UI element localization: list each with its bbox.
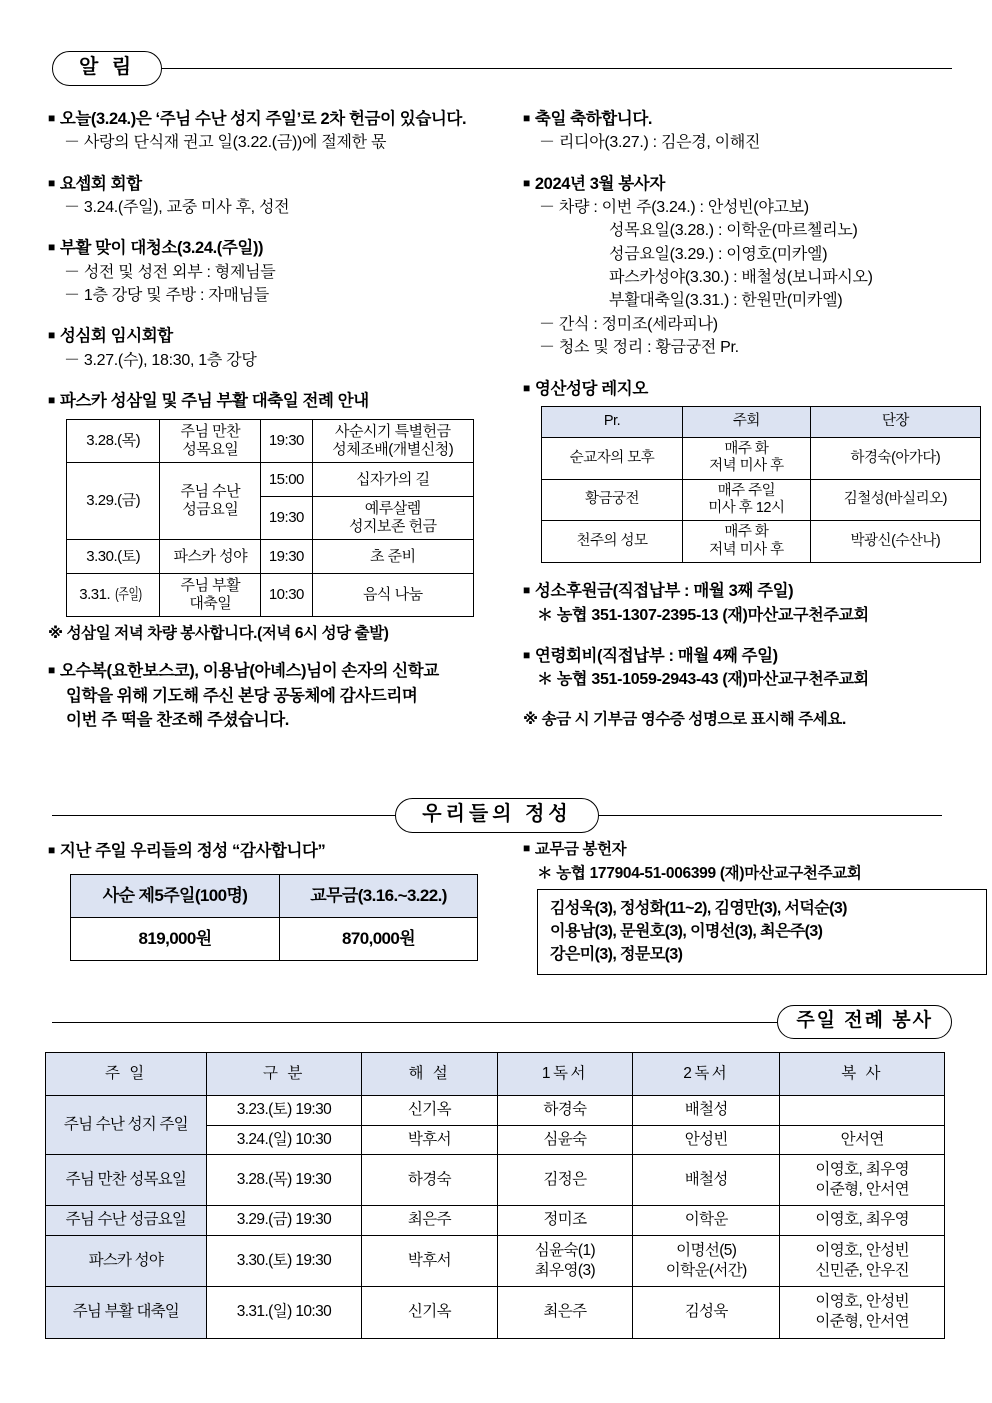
- memorial-account: ＊ 농협 351-1059-2943-43 (재)마산교구천주교회: [537, 671, 869, 689]
- table-row: [542, 521, 981, 563]
- notice-heading: ■ 축일 축하합니다.: [523, 110, 653, 128]
- column-header: 단장: [810, 406, 980, 437]
- offering-body: [48, 840, 988, 975]
- thanks-line-3: 이번 주 떡을 찬조해 주셨습니다.: [66, 710, 289, 729]
- table-row: [67, 574, 474, 617]
- liturgy-note: ※ 성삼일 저녁 차량 봉사합니다.(저녁 6시 성당 출발): [48, 625, 389, 643]
- service-when-cell: 3.23.(토) 19:30: [206, 1096, 361, 1126]
- table-row: [46, 1236, 945, 1287]
- square-bullet-icon: ■: [48, 843, 55, 857]
- service-reading2-cell: 김성욱: [633, 1287, 780, 1338]
- left-column: [48, 108, 505, 733]
- service-section-header: [52, 1002, 952, 1042]
- service-servers-cell: 이영호, 최우영: [780, 1206, 945, 1236]
- thanks-line-2: 입학을 위해 기도해 주신 본당 공동체에 감사드리며: [66, 686, 418, 705]
- column-header: 사순 제5주일(100명): [71, 875, 280, 918]
- notice-subline: － 사랑의 단식재 권고 일(3.22.(금))에 절제한 몫: [64, 134, 387, 152]
- notice-subline: － 성전 및 성전 외부 : 형제님들: [64, 263, 276, 281]
- offering-right: [523, 840, 988, 975]
- notice-subline: － 3.24.(주일), 교중 미사 후, 성전: [64, 198, 290, 216]
- service-day-cell: 파스카 성야: [46, 1236, 207, 1287]
- service-reading1-cell: 정미조: [497, 1206, 633, 1236]
- service-reading2-cell: 안성빈: [633, 1125, 780, 1155]
- service-servers-cell: [780, 1096, 945, 1126]
- service-day-cell: 주님 수난 성금요일: [46, 1206, 207, 1236]
- notice-heading: ■ 성소후원금(직접납부 : 매월 3째 주일): [523, 582, 794, 601]
- service-reading2-cell: 이명선(5) 이학운(서간): [633, 1236, 780, 1287]
- column-header: 해 설: [362, 1053, 498, 1096]
- sunday-liturgy-service-table: [45, 1052, 945, 1339]
- notice-title: 알 림: [52, 51, 162, 86]
- liturgy-name-cell: 주님 수난 성금요일: [160, 463, 261, 540]
- liturgy-time-cell: 19:30: [261, 420, 312, 463]
- liturgy-date-cell: 3.28.(목): [67, 420, 160, 463]
- legio-leader-cell: 하경숙(아가다): [810, 437, 980, 479]
- square-bullet-icon: ■: [523, 583, 530, 598]
- table-row: [67, 463, 474, 497]
- notice-item-memorial-fee: [523, 645, 988, 692]
- service-reading2-cell: 배철성: [633, 1155, 780, 1206]
- square-bullet-icon: ■: [48, 663, 55, 678]
- table-row: [46, 1096, 945, 1126]
- column-header: 2독서: [633, 1053, 780, 1096]
- liturgy-detail-cell: 초 준비: [312, 540, 473, 574]
- liturgy-name-cell: 파스카 성야: [160, 540, 261, 574]
- liturgy-name-cell: 주님 만찬 성목요일: [160, 420, 261, 463]
- donor-line: 이용남(3), 문원호(3), 이명선(3), 최은주(3): [550, 922, 823, 940]
- column-header: 복 사: [780, 1053, 945, 1096]
- service-reading1-cell: 하경숙: [497, 1096, 633, 1126]
- header-rule-left: [52, 815, 395, 816]
- liturgy-time-cell: 15:00: [261, 463, 312, 497]
- table-row: [46, 1155, 945, 1206]
- notice-heading: ■ 성심회 임시회합: [48, 327, 173, 346]
- table-row: [67, 540, 474, 574]
- donor-account: ＊ 농협 177904-51-006399 (재)마산교구천주교회: [537, 864, 862, 882]
- notice-item-thanks: [48, 660, 505, 731]
- service-servers-cell: 이영호, 안성빈 이준형, 안서연: [780, 1287, 945, 1338]
- square-bullet-icon: ■: [48, 393, 55, 408]
- service-day-cell: 주님 수난 성지 주일: [46, 1096, 207, 1155]
- service-reading1-cell: 심윤숙(1) 최우영(3): [497, 1236, 633, 1287]
- liturgy-time-cell: 19:30: [261, 497, 312, 540]
- service-day-cell: 주님 만찬 성목요일: [46, 1155, 207, 1206]
- service-reading1-cell: 김정은: [497, 1155, 633, 1206]
- volunteer-car-line: 성목요일(3.28.) : 이학운(마르첼리노): [609, 222, 858, 240]
- liturgy-date-cell: 3.31. (주일): [67, 574, 160, 617]
- legio-leader-cell: 김철성(바실리오): [810, 479, 980, 521]
- donor-heading: ■ 교무금 봉헌자: [523, 841, 627, 858]
- volunteer-car-line: 성금요일(3.29.) : 이영호(미카엘): [609, 245, 828, 263]
- notice-heading: ■ 영산성당 레지오: [523, 379, 648, 398]
- offering-heading: ■ 지난 주일 우리들의 정성 “감사합니다”: [48, 842, 326, 860]
- notice-section-header: [52, 48, 952, 88]
- service-servers-cell: 이영호, 안성빈 신민준, 안우진: [780, 1236, 945, 1287]
- service-commentator-cell: 신기옥: [362, 1096, 498, 1126]
- offering-amounts-table: [70, 874, 478, 961]
- notice-item-legio: [523, 378, 988, 400]
- square-bullet-icon: ■: [523, 647, 530, 662]
- notice-heading: ■ 2024년 3월 봉사자: [523, 174, 665, 193]
- offering-section-header: [52, 795, 942, 835]
- notice-item-sacred-heart-meeting: [48, 325, 505, 372]
- service-commentator-cell: 박후서: [362, 1125, 498, 1155]
- remittance-note: ※ 송금 시 기부금 영수증 성명으로 표시해 주세요.: [523, 710, 846, 728]
- liturgy-detail-cell: 예루살렘 성지보존 헌금: [312, 497, 473, 540]
- square-bullet-icon: ■: [48, 240, 55, 255]
- notice-heading: ■ 부활 맞이 대청소(3.24.(주일)): [48, 239, 264, 258]
- square-bullet-icon: ■: [48, 328, 55, 343]
- service-servers-cell: 안서연: [780, 1125, 945, 1155]
- liturgy-date-cell: 3.29.(금): [67, 463, 160, 540]
- notice-item-second-collection: [48, 108, 505, 155]
- legio-meeting-cell: 매주 화 저녁 미사 후: [682, 437, 810, 479]
- notice-heading: ■ 오늘(3.24.)은 ‘주님 수난 성지 주일’로 2차 헌금이 있습니다.: [48, 110, 467, 128]
- squeezed-text: (주일): [115, 586, 142, 604]
- volunteer-clean-line: － 청소 및 정리 : 황금궁전 Pr.: [539, 339, 739, 357]
- notice-item-triduum-guide: [48, 390, 505, 412]
- offering-title: 우리들의 정성: [395, 798, 598, 833]
- service-when-cell: 3.31.(일) 10:30: [206, 1287, 361, 1338]
- square-bullet-icon: ■: [48, 175, 55, 190]
- service-day-cell: 주님 부활 대축일: [46, 1287, 207, 1338]
- table-row: [542, 437, 981, 479]
- notice-item-joseph-meeting: [48, 173, 505, 220]
- table-row: [46, 1206, 945, 1236]
- notice-heading: ■ 연령회비(직접납부 : 매월 4째 주일): [523, 646, 778, 665]
- table-row: [67, 420, 474, 463]
- service-reading2-cell: 배철성: [633, 1096, 780, 1126]
- liturgy-name-cell: 주님 부활 대축일: [160, 574, 261, 617]
- thanks-line-1: ■ 오수복(요한보스코), 이용남(아녜스)님이 손자의 신학교: [48, 662, 439, 681]
- offering-left: [48, 840, 505, 975]
- notice-item-feast-day: [523, 108, 988, 155]
- vocation-account: ＊ 농협 351-1307-2395-13 (재)마산교구천주교회: [537, 606, 869, 624]
- notice-subline: － 1층 강당 및 주방 : 자매님들: [64, 286, 269, 304]
- column-header: 교무금(3.16.~3.22.): [280, 875, 478, 918]
- column-header: 주 일: [46, 1053, 207, 1096]
- service-commentator-cell: 하경숙: [362, 1155, 498, 1206]
- donor-line: 김성욱(3), 정성화(11~2), 김영만(3), 서덕순(3): [550, 899, 847, 917]
- header-rule-right: [599, 815, 942, 816]
- notice-item-vocation-fund: [523, 580, 988, 627]
- header-rule: [52, 1022, 777, 1023]
- legio-mariae-table: [541, 406, 981, 563]
- donor-line: 강은미(3), 정문모(3): [550, 945, 683, 963]
- notice-body: [48, 108, 988, 733]
- liturgy-detail-cell: 사순시기 특별헌금 성체조배(개별신청): [312, 420, 473, 463]
- liturgy-time-cell: 10:30: [261, 574, 312, 617]
- notice-heading: ■ 파스카 성삼일 및 주님 부활 대축일 전례 안내: [48, 392, 369, 411]
- service-reading2-cell: 이학운: [633, 1206, 780, 1236]
- notice-subline: － 리디아(3.27.) : 김은경, 이해진: [539, 134, 761, 152]
- service-commentator-cell: 신기옥: [362, 1287, 498, 1338]
- legio-praesidium-cell: 순교자의 모후: [542, 437, 683, 479]
- table-row: [542, 479, 981, 521]
- volunteer-car-line: － 차량 : 이번 주(3.24.) : 안성빈(야고보): [539, 198, 809, 216]
- legio-meeting-cell: 매주 주일 미사 후 12시: [682, 479, 810, 521]
- service-reading1-cell: 최은주: [497, 1287, 633, 1338]
- column-header: 주회: [682, 406, 810, 437]
- offering-amount-cell: 870,000원: [280, 918, 478, 961]
- square-bullet-icon: ■: [523, 380, 530, 395]
- liturgy-detail-cell: 십자가의 길: [312, 463, 473, 497]
- liturgy-detail-cell: 음식 나눔: [312, 574, 473, 617]
- square-bullet-icon: ■: [523, 111, 530, 125]
- volunteer-snack-line: － 간식 : 정미조(세라피나): [539, 315, 718, 333]
- service-commentator-cell: 박후서: [362, 1236, 498, 1287]
- header-rule: [162, 68, 952, 69]
- square-bullet-icon: ■: [48, 111, 55, 125]
- service-servers-cell: 이영호, 최우영 이준형, 안서연: [780, 1155, 945, 1206]
- square-bullet-icon: ■: [523, 175, 530, 190]
- right-column: [523, 108, 988, 733]
- column-header: Pr.: [542, 406, 683, 437]
- table-row: [46, 1287, 945, 1338]
- legio-praesidium-cell: 황금궁전: [542, 479, 683, 521]
- column-header: 구 분: [206, 1053, 361, 1096]
- offering-amount-cell: 819,000원: [71, 918, 280, 961]
- volunteer-car-line: 부활대축일(3.31.) : 한원만(미카엘): [609, 292, 843, 310]
- service-body: [0, 1040, 992, 1339]
- service-title: 주일 전례 봉사: [777, 1005, 952, 1039]
- notice-heading: ■ 요셉회 회합: [48, 174, 142, 193]
- service-when-cell: 3.28.(목) 19:30: [206, 1155, 361, 1206]
- service-when-cell: 3.24.(일) 10:30: [206, 1125, 361, 1155]
- liturgy-time-cell: 19:30: [261, 540, 312, 574]
- service-reading1-cell: 심윤숙: [497, 1125, 633, 1155]
- legio-praesidium-cell: 천주의 성모: [542, 521, 683, 563]
- legio-leader-cell: 박광신(수산나): [810, 521, 980, 563]
- volunteer-car-line: 파스카성야(3.30.) : 배철성(보니파시오): [609, 269, 873, 287]
- service-commentator-cell: 최은주: [362, 1206, 498, 1236]
- column-header: 1독서: [497, 1053, 633, 1096]
- triduum-liturgy-table: [66, 419, 474, 617]
- service-when-cell: 3.29.(금) 19:30: [206, 1206, 361, 1236]
- notice-item-easter-cleaning: [48, 237, 505, 307]
- service-when-cell: 3.30.(토) 19:30: [206, 1236, 361, 1287]
- square-bullet-icon: ■: [523, 841, 530, 855]
- notice-item-march-volunteers: [523, 173, 988, 360]
- donor-list-box: [537, 889, 987, 976]
- liturgy-date-cell: 3.30.(토): [67, 540, 160, 574]
- notice-subline: － 3.27.(수), 18:30, 1층 강당: [64, 351, 257, 369]
- legio-meeting-cell: 매주 화 저녁 미사 후: [682, 521, 810, 563]
